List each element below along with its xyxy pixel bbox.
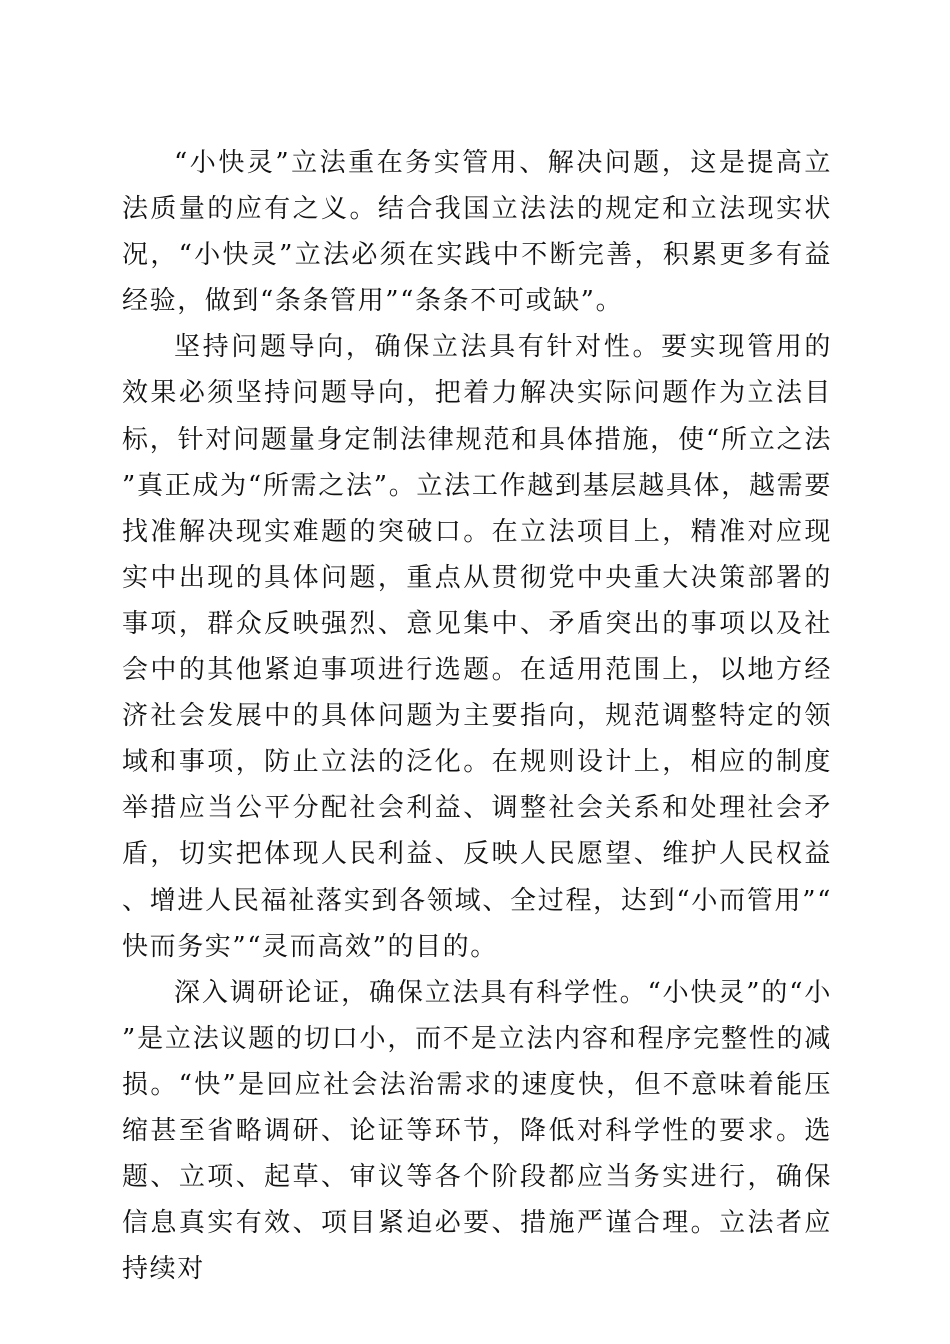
paragraph-3: 深入调研论证，确保立法具有科学性。“小快灵”的“小”是立法议题的切口小，而不是立法内容和程序完整性的减损。“快”是回应社会法治需求的速度快，但不意味着能压缩甚至省略调研、论证等环节，降低对科学性的要求。选题、立项、起草、审议等各个阶段都应当务实进行，确保信息真实有效、项目紧迫必要、措施严谨合理。立法者应持续对 [122, 977, 832, 1285]
paragraph-1: “小快灵”立法重在务实管用、解决问题，这是提高立法质量的应有之义。结合我国立法法的规定和立法现实状况，“小快灵”立法必须在实践中不断完善，积累更多有益经验，做到“条条管用”“条条不可或缺”。 [122, 148, 832, 317]
article-body [122, 140, 832, 1292]
paragraph-2: 坚持问题导向，确保立法具有针对性。要实现管用的效果必须坚持问题导向，把着力解决实际问题作为立法目标，针对问题量身定制法律规范和具体措施，使“所立之法”真正成为“所需之法”。立法工作越到基层越具体，越需要找准解决现实难题的突破口。在立法项目上，精准对应现实中出现的具体问题，重点从贯彻党中央重大决策部署的事项，群众反映强烈、意见集中、矛盾突出的事项以及社会中的其他紧迫事项进行选题。在适用范围上，以地方经济社会发展中的具体问题为主要指向，规范调整特定的领域和事项，防止立法的泛化。在规则设计上，相应的制度举措应当公平分配社会利益、调整社会关系和处理社会矛盾，切实把体现人民利益、反映人民愿望、维护人民权益、增进人民福祉落实到各领域、全过程，达到“小而管用”“快而务实”“灵而高效”的目的。 [122, 332, 832, 962]
